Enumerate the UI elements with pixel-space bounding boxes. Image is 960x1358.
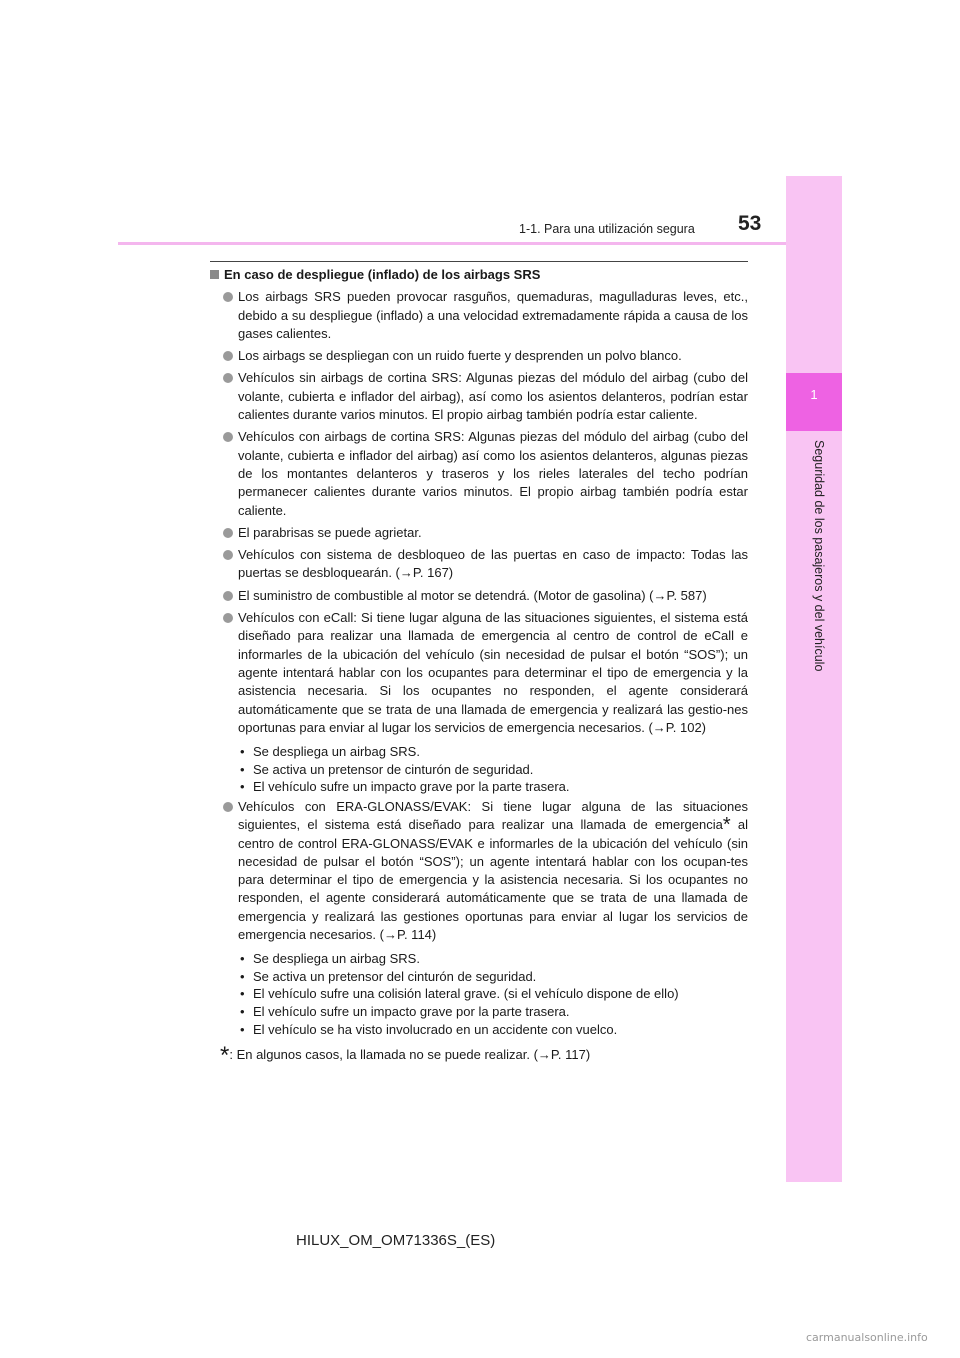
footnote-star-marker: *: [722, 814, 731, 837]
document-id: HILUX_OM_OM71336S_(ES): [296, 1232, 496, 1249]
ecall-condition: • Se activa un pretensor de cinturón de seguridad.: [210, 761, 748, 779]
page-content: [210, 266, 748, 1070]
list-item-text: Vehículos con sistema de desbloqueo de las puertas en caso de impacto: Todas las puertas se desbloquearán. (→P. 167): [238, 547, 748, 581]
era-condition: • Se despliega un airbag SRS.: [210, 950, 748, 968]
watermark: carmanualsonline.info: [806, 1331, 928, 1344]
era-condition: • El vehículo sufre un impacto grave por la parte trasera.: [210, 1003, 748, 1021]
content-top-rule: [210, 261, 748, 262]
ecall-condition: • Se despliega un airbag SRS.: [210, 743, 748, 761]
list-item-text: El suministro de combustible al motor se detendrá. (Motor de gasolina) (→P. 587): [238, 587, 707, 603]
footnote: [210, 1042, 748, 1070]
footnote-text: : En algunos casos, la llamada no se puede realizar. (→P. 117): [229, 1047, 591, 1063]
circle-bullet-icon: [223, 802, 233, 812]
list-item: [210, 546, 748, 583]
circle-bullet-icon: [223, 528, 233, 538]
list-item: [210, 609, 748, 737]
list-item: [210, 428, 748, 519]
circle-bullet-icon: [223, 432, 233, 442]
circle-bullet-icon: [223, 591, 233, 601]
list-item-text: Vehículos sin airbags de cortina SRS: Algunas piezas del módulo del airbag (cubo del volante, cubierta e inflador del airbag), así como los asientos delanteros, podrían estar calientes durante varios minutos. El propio airbag también podría estar caliente.: [238, 370, 748, 423]
list-item: [210, 369, 748, 424]
list-item-text: Vehículos con airbags de cortina SRS: Algunas piezas del módulo del airbag (cubo del volante, cubierta e inflador del airbag) así como los asientos delanteros, algunas piezas de los montantes delanteros y traseros y los rieles laterales del techo podrían permanecer calientes durante varios minutos. El propio airbag también podría estar caliente.: [238, 429, 748, 518]
era-condition: • El vehículo se ha visto involucrado en un accidente con vuelco.: [210, 1021, 748, 1039]
era-conditions-list: [210, 950, 748, 1038]
ecall-condition: • El vehículo sufre un impacto grave por la parte trasera.: [210, 778, 748, 796]
list-item-text: Los airbags se despliegan con un ruido fuerte y desprenden un polvo blanco.: [238, 348, 682, 364]
section-heading: 1-1. Para una utilización segura: [519, 222, 695, 236]
chapter-number: 1: [810, 387, 818, 402]
circle-bullet-icon: [223, 292, 233, 302]
page-number: 53: [738, 212, 762, 235]
list-item-text: Los airbags SRS pueden provocar rasguños, quemaduras, magulladuras leves, etc., debido a su despliegue (inflado) a una velocidad extremadamente rápida a causa de los gases calientes.: [238, 289, 748, 341]
subsection-heading-text: En caso de despliegue (inflado) de los airbags SRS: [224, 267, 541, 282]
circle-bullet-icon: [223, 373, 233, 383]
square-bullet-icon: [210, 270, 219, 279]
era-condition: • Se activa un pretensor del cinturón de seguridad.: [210, 968, 748, 986]
era-text-end: al centro de control ERA-GLONASS/EVAK e informarles de la ubicación del vehículo (sin necesidad de pulsar el botón “SOS”); un agente intentará hablar con los ocupan-tes para determinar el tipo de emergencia y la asistencia necesaria. Si los ocupantes no responden, el agente considerará automáticamente que se trata de una llamada de emergencia y realizará las gestiones oportunas para enviar al lugar los servicios de emergencia necesarios. (→P. 114): [238, 817, 748, 942]
list-item: [210, 288, 748, 343]
era-condition: • El vehículo sufre una colisión lateral grave. (si el vehículo dispone de ello): [210, 985, 748, 1003]
chapter-title: Seguridad de los pasajeros y del vehículo: [812, 440, 826, 672]
circle-bullet-icon: [223, 351, 233, 361]
footnote-star: *: [220, 1042, 230, 1070]
era-text-start: Vehículos con ERA-GLONASS/EVAK: Si tiene lugar alguna de las situaciones siguientes, el sistema está diseñado para realizar una llamada de emergencia: [238, 798, 748, 833]
list-item: [210, 798, 748, 944]
subsection-heading: [210, 266, 748, 284]
list-item-text: El parabrisas se puede agrietar.: [238, 524, 422, 540]
list-item: [210, 587, 748, 605]
circle-bullet-icon: [223, 613, 233, 623]
header-rule: [118, 242, 786, 245]
chapter-tab: [786, 373, 842, 431]
list-item-text: Vehículos con eCall: Si tiene lugar alguna de las situaciones siguientes, el sistema está diseñado para realizar una llamada de emergencia al centro de control de eCall e informarles de la ubicación del vehículo (sin necesidad de pulsar el botón “SOS”); un agente intentará hablar con los ocupantes para determinar el tipo de emergencia y la asistencia necesaria. Si los ocupantes no responden, el agente considerará automáticamente que se trata de una llamada de emergencia y realizará las gestio-nes oportunas para enviar al lugar los servicios de emergencia necesarios. (→P. 102): [238, 610, 748, 735]
ecall-conditions-list: [210, 743, 748, 796]
circle-bullet-icon: [223, 550, 233, 560]
list-item: [210, 347, 748, 365]
list-item: [210, 524, 748, 542]
